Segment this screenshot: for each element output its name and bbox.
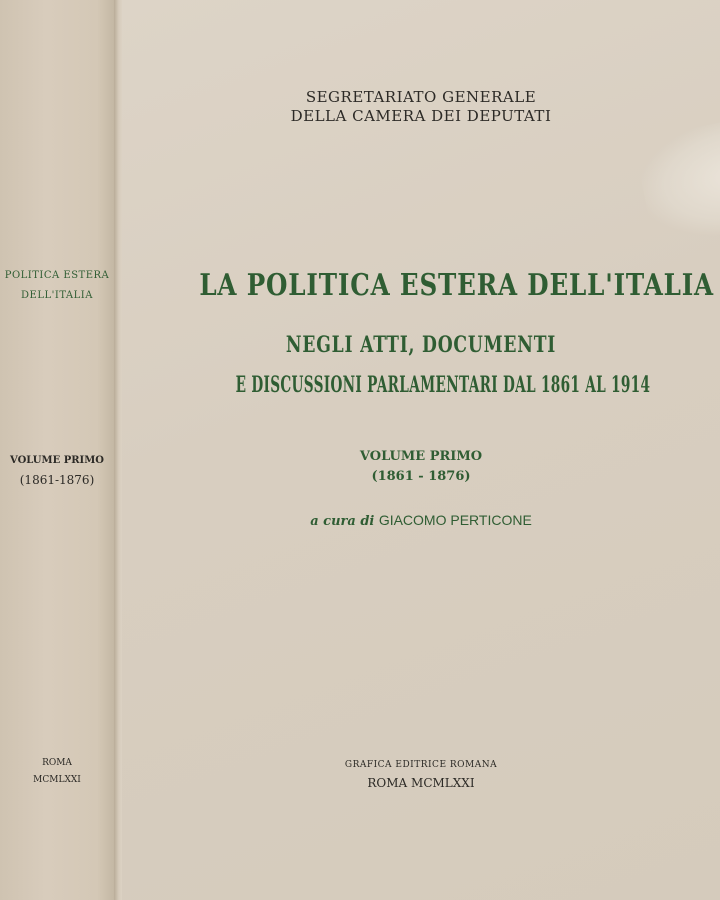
spine-crease: [114, 0, 122, 900]
book-title: LA POLITICA ESTERA DELL'ITALIA: [199, 268, 714, 303]
volume-years: (1861 - 1876): [371, 469, 471, 484]
volume-label: VOLUME PRIMO: [359, 449, 483, 464]
book-spine: [0, 0, 115, 900]
spine-volume: VOLUME PRIMO: [10, 455, 104, 466]
subtitle-line1: NEGLI ATTI, DOCUMENTI: [285, 332, 557, 358]
publisher-name: GRAFICA EDITRICE ROMANA: [344, 760, 498, 770]
institution-line2: DELLA CAMERA DEI DEPUTATI: [290, 107, 552, 125]
editor-line: [122, 512, 720, 529]
publisher-place-year: ROMA MCMLXXI: [367, 776, 475, 790]
subtitle-line2: E DISCUSSIONI PARLAMENTARI DAL 1861 AL 1914: [235, 372, 651, 398]
spine-place: ROMA: [42, 758, 72, 768]
spine-year-roman: MCMLXXI: [33, 775, 81, 785]
editor-prefix: a cura di: [310, 514, 375, 529]
spine-years: (1861-1876): [19, 473, 95, 487]
editor-name: GIACOMO PERTICONE: [378, 512, 532, 528]
spine-title-line1: POLITICA ESTERA: [4, 270, 110, 281]
spine-title-line2: DELL'ITALIA: [21, 290, 93, 301]
institution-line1: SEGRETARIATO GENERALE: [305, 88, 537, 106]
